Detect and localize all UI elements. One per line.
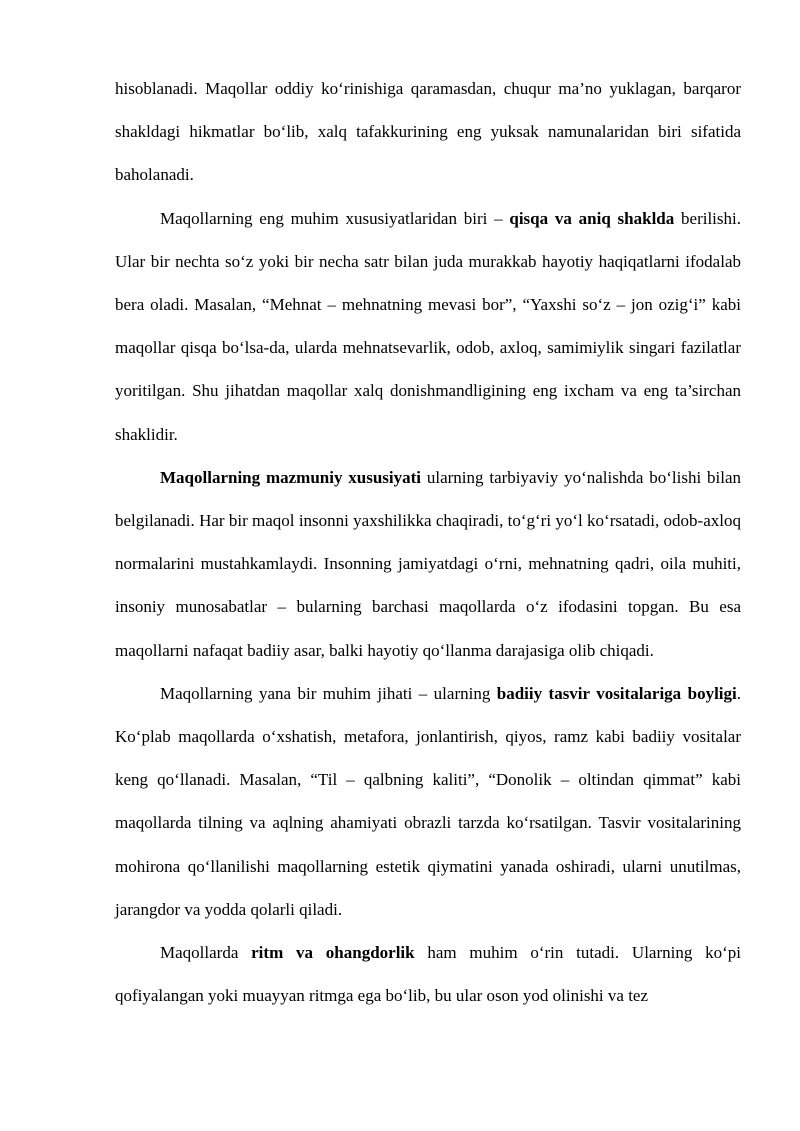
paragraph-text: ham muhim o‘rin tutadi. Ularning ko‘pi qofiyalangan yoki muayyan ritmga ega bo‘lib, bu ular oson yod olinishi va tez xyxy=(115,943,742,1006)
paragraph-2 xyxy=(115,197,741,456)
bold-phrase: badiiy tasvir vositalariga boyligi xyxy=(496,683,737,703)
paragraph-text: hisoblanadi. Maqollar oddiy ko‘rinishiga qaramasdan, chuqur ma’no yuklagan, barqaror shakldagi hikmatlar bo‘lib, xalq tafakkurining eng yuksak namunalaridan biri sifatida baholanadi. xyxy=(115,79,741,185)
paragraph-5 xyxy=(115,931,741,1017)
paragraph-text: Maqollarning eng muhim xususiyatlaridan biri – xyxy=(160,208,510,228)
paragraph-text: berilishi. Ular bir nechta so‘z yoki bir necha satr bilan juda murakkab hayotiy haqiqatlarni ifodalab bera oladi. Masalan, “Mehnat – mehnatning mevasi bor”, “Yaxshi so‘z – jon ozig‘i” kabi maqollar qisqa bo‘lsa-da, ularda mehnatsevarlik, odob, axloq, samimiylik singari fazilatlar yoritilgan. Shu jihatdan maqollar xalq donishmandligining eng ixcham va eng ta’sirchan shaklidir. xyxy=(115,208,741,444)
paragraph-1 xyxy=(115,67,741,197)
paragraph-text: Maqollarning yana bir muhim jihati – ularning xyxy=(160,683,497,703)
document-body xyxy=(115,67,741,1017)
paragraph-3 xyxy=(115,456,741,672)
paragraph-text: ularning tarbiyaviy yo‘nalishda bo‘lishi bilan belgilanadi. Har bir maqol insonni yaxshilikka chaqiradi, to‘g‘ri yo‘l ko‘rsatadi, odob-axloq normalarini mustahkamlaydi. Insonning jamiyatdagi o‘rni, mehnatning qadri, oila muhiti, insoniy munosabatlar – bularning barchasi maqollarda o‘z ifodasini topgan. Bu esa maqollarni nafaqat badiiy asar, balki hayotiy qo‘llanma darajasiga olib chiqadi. xyxy=(115,467,741,660)
bold-phrase: qisqa va aniq shaklda xyxy=(509,208,675,228)
paragraph-text: Maqollarda xyxy=(160,943,252,963)
paragraph-text: . Ko‘plab maqollarda o‘xshatish, metafora, jonlantirish, qiyos, ramz kabi badiiy vositalar keng qo‘llanadi. Masalan, “Til – qalbning kaliti”, “Donolik – oltindan qimmat” kabi maqollarda tilning va aqlning ahamiyati obrazli tarzda ko‘rsatilgan. Tasvir vositalarining mohirona qo‘llanilishi maqollarning estetik qiymatini yanada oshiradi, ularni unutilmas, jarangdor va yodda qolarli qiladi. xyxy=(115,683,741,919)
paragraph-4 xyxy=(115,672,741,931)
bold-phrase: ritm va ohangdorlik xyxy=(251,943,415,963)
bold-phrase: Maqollarning mazmuniy xususiyati xyxy=(160,467,422,487)
